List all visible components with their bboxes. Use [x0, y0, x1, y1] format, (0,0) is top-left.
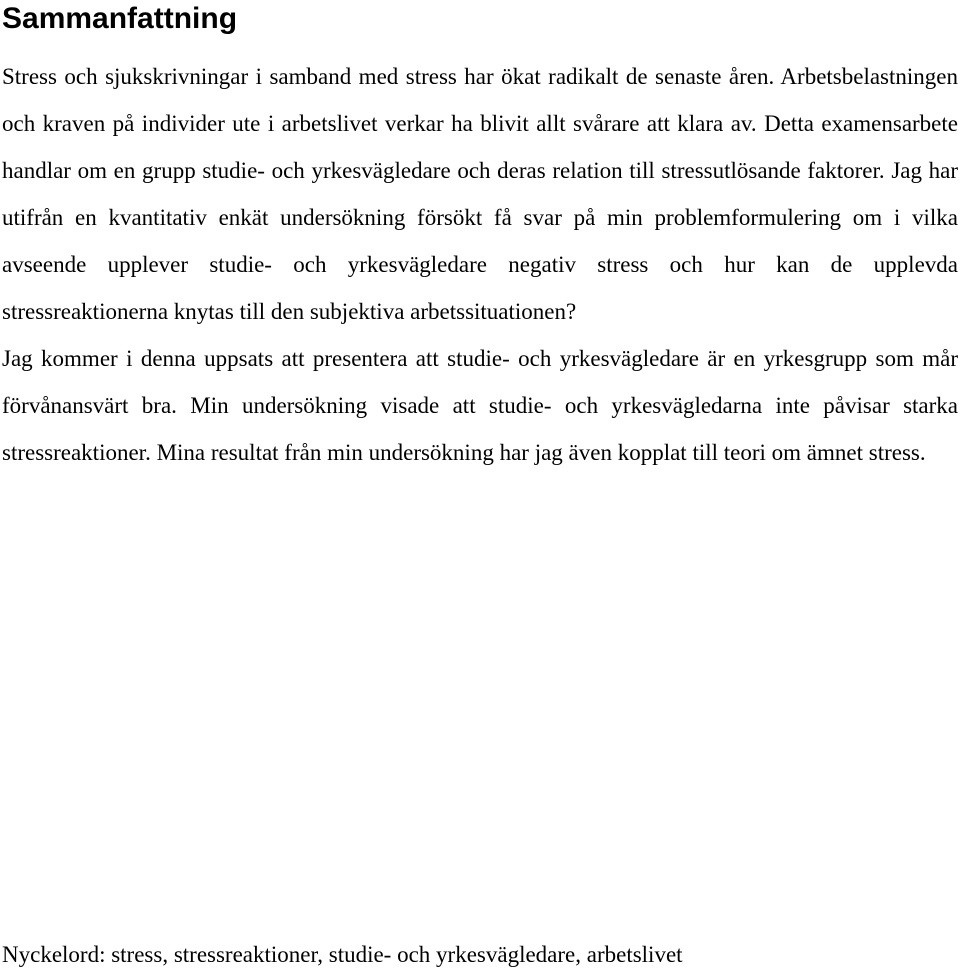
document-page — [2, 0, 958, 476]
keywords-line: Nyckelord: stress, stressreaktioner, studie- och yrkesvägledare, arbetslivet — [2, 942, 683, 967]
summary-paragraph-2: Jag kommer i denna uppsats att presentera att studie- och yrkesvägledare är en yrkesgrupp som mår förvånansvärt bra. Min undersökning visade att studie- och yrkesvägledarna inte påvisar starka stressreaktioner. Mina resultat från min undersökning har jag även kopplat till teori om ämnet stress. — [2, 346, 958, 465]
page-title: Sammanfattning — [2, 2, 238, 35]
summary-paragraph-1: Stress och sjukskrivningar i samband med stress har ökat radikalt de senaste åren. Arbetsbelastningen och kraven på individer ute i arbetslivet verkar ha blivit allt svårare att klara av. Detta examensarbete handlar om en grupp studie- och yrkesvägledare och deras relation till stressutlösande faktorer. Jag har utifrån en kvantitativ enkät undersökning försökt få svar på min problemformulering om i vilka avseende upplever studie- och yrkesvägledare negativ stress och hur kan de upplevda stressreaktionerna knytas till den subjektiva arbetssituationen? — [2, 64, 958, 324]
